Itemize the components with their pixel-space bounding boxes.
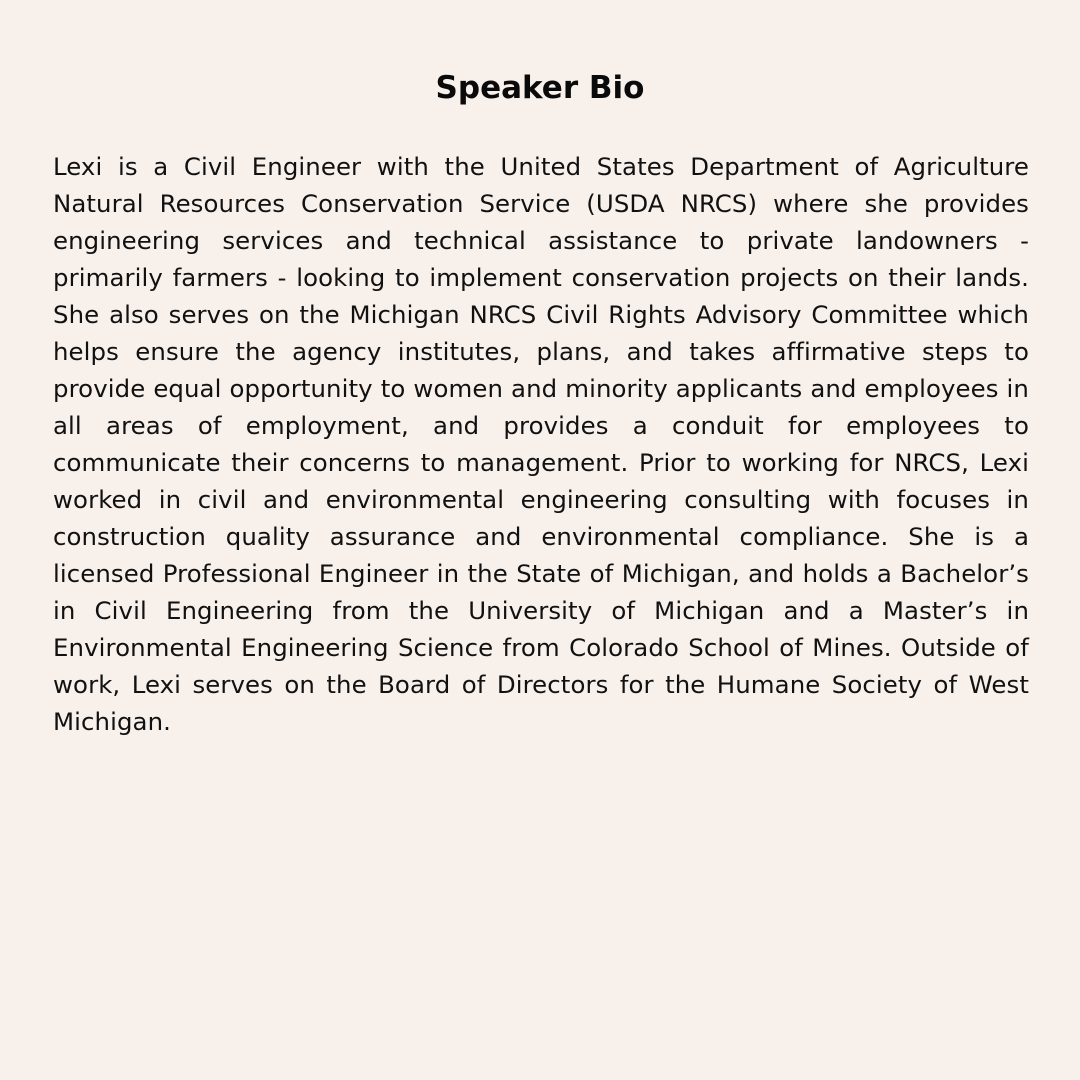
page-title: Speaker Bio: [435, 70, 645, 106]
bio-paragraph: Lexi is a Civil Engineer with the United States Department of Agriculture Natural Resources Conservation Service (USDA NRCS) where she provides engineering services and technical assistance to private landowners - primarily farmers - looking to implement conservation projects on their lands. She also serves on the Michigan NRCS Civil Rights Advisory Committee which helps ensure the agency institutes, plans, and takes affirmative steps to provide equal opportunity to women and minority applicants and employees in all areas of employment, and provides a conduit for employees to communicate their concerns to management. Prior to working for NRCS, Lexi worked in civil and environmental engineering consulting with focuses in construction quality assurance and environmental compliance. She is a licensed Professional Engineer in the State of Michigan, and holds a Bachelor’s in Civil Engineering from the University of Michigan and a Master’s in Environmental Engineering Science from Colorado School of Mines. Outside of work, Lexi serves on the Board of Directors for the Humane Society of West Michigan.: [53, 152, 1029, 736]
